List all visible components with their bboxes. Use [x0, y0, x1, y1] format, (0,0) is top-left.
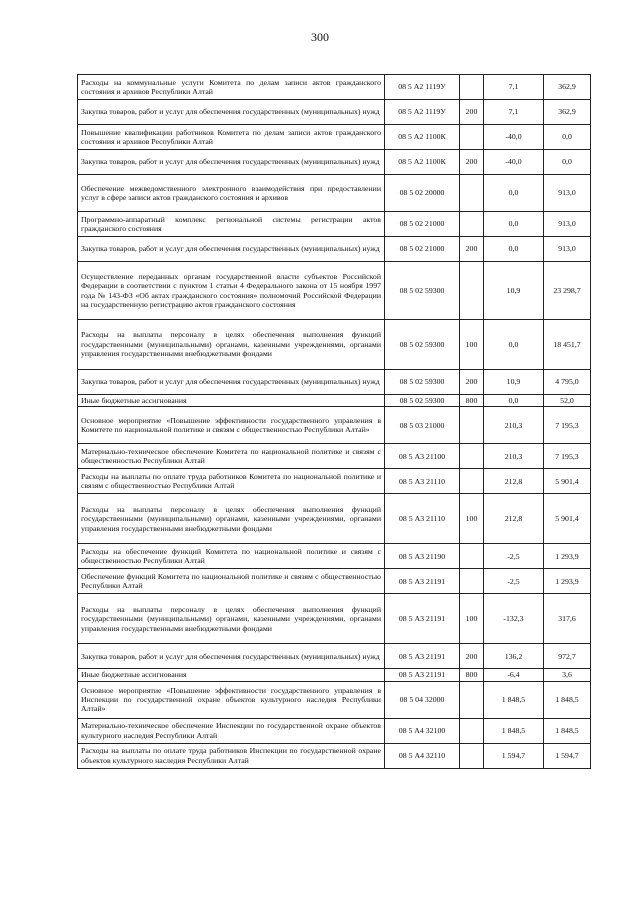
row-type-cell	[460, 407, 484, 444]
row-value2-cell: 5 901,4	[544, 494, 591, 544]
row-code-cell: 08 5 А2 1100К	[385, 125, 460, 150]
budget-table	[77, 74, 591, 769]
row-code-cell: 08 5 А3 21191	[385, 569, 460, 594]
row-code-cell: 08 5 02 59300	[385, 370, 460, 395]
row-code-cell: 08 5 А4 32110	[385, 743, 460, 768]
table-row	[78, 175, 591, 212]
row-name-cell: Расходы на выплаты по оплате труда работников Инспекции по государственной охране объектов культурного наследия Республики Алтай	[78, 743, 385, 768]
row-type-cell	[460, 469, 484, 494]
row-value1-cell: 0,0	[484, 320, 544, 370]
table-row	[78, 395, 591, 407]
table-row	[78, 125, 591, 150]
row-type-cell	[460, 569, 484, 594]
row-name-cell: Закупка товаров, работ и услуг для обеспечения государственных (муниципальных) нужд	[78, 237, 385, 262]
row-type-cell: 100	[460, 594, 484, 644]
row-value1-cell: 7,1	[484, 100, 544, 125]
row-name-cell: Расходы на обеспечение функций Комитета по национальной политике и связям с общественностью Республики Алтай	[78, 544, 385, 569]
row-value1-cell: 212,8	[484, 494, 544, 544]
row-name-cell: Закупка товаров, работ и услуг для обеспечения государственных (муниципальных) нужд	[78, 644, 385, 669]
row-value1-cell: -40,0	[484, 150, 544, 175]
row-value2-cell: 972,7	[544, 644, 591, 669]
row-type-cell	[460, 743, 484, 768]
row-name-cell: Основное мероприятие «Повышение эффективности государственного управления в Комитете по национальной политике и связям с общественностью Республики Алтай»	[78, 407, 385, 444]
row-value2-cell: 5 901,4	[544, 469, 591, 494]
row-name-cell: Расходы на выплаты по оплате труда работников Комитета по национальной политике и связям с общественностью Республики Алтай	[78, 469, 385, 494]
table-row	[78, 100, 591, 125]
table-row	[78, 262, 591, 320]
table-row	[78, 669, 591, 681]
row-code-cell: 08 5 02 20000	[385, 175, 460, 212]
row-value1-cell: 0,0	[484, 212, 544, 237]
row-value2-cell: 7 195,3	[544, 407, 591, 444]
row-value2-cell: 1 594,7	[544, 743, 591, 768]
row-type-cell: 200	[460, 237, 484, 262]
row-value2-cell: 3,6	[544, 669, 591, 681]
row-type-cell	[460, 125, 484, 150]
row-code-cell: 08 5 04 32000	[385, 681, 460, 718]
row-code-cell: 08 5 А4 32100	[385, 718, 460, 743]
table-row	[78, 469, 591, 494]
row-code-cell: 08 5 А3 21100	[385, 444, 460, 469]
row-value2-cell: 913,0	[544, 175, 591, 212]
table-row	[78, 444, 591, 469]
row-type-cell: 100	[460, 320, 484, 370]
row-name-cell: Расходы на выплаты персоналу в целях обеспечения выполнения функций государственными (муниципальными) органами, казенными учреждениями, органами управления государственными внебюджетными фондами	[78, 594, 385, 644]
row-code-cell: 08 5 02 59300	[385, 320, 460, 370]
row-value1-cell: -2,5	[484, 544, 544, 569]
table-row	[78, 212, 591, 237]
row-name-cell: Расходы на выплаты персоналу в целях обеспечения выполнения функций государственными (муниципальными) органами, казенными учреждениями, органами управления государственными внебюджетными фондами	[78, 494, 385, 544]
row-value1-cell: -132,3	[484, 594, 544, 644]
row-value2-cell: 317,6	[544, 594, 591, 644]
table-row	[78, 370, 591, 395]
table-row	[78, 150, 591, 175]
row-code-cell: 08 5 02 59300	[385, 262, 460, 320]
row-code-cell: 08 5 02 59300	[385, 395, 460, 407]
row-value2-cell: 362,9	[544, 75, 591, 100]
row-name-cell: Основное мероприятие «Повышение эффективности государственного управления в Инспекции по государственной охране объектов культурного наследия Республики Алтай»	[78, 681, 385, 718]
row-value2-cell: 1 293,9	[544, 569, 591, 594]
row-code-cell: 08 5 А3 21110	[385, 469, 460, 494]
row-value2-cell: 0,0	[544, 150, 591, 175]
row-name-cell: Обеспечение функций Комитета по национальной политике и связям с общественностью Республики Алтай	[78, 569, 385, 594]
row-code-cell: 08 5 А3 21190	[385, 544, 460, 569]
row-name-cell: Расходы на коммунальные услуги Комитета по делам записи актов гражданского состояния и архивов Республики Алтай	[78, 75, 385, 100]
row-value2-cell: 52,0	[544, 395, 591, 407]
row-value2-cell: 4 795,0	[544, 370, 591, 395]
row-value1-cell: 0,0	[484, 175, 544, 212]
row-type-cell: 200	[460, 100, 484, 125]
row-name-cell: Расходы на выплаты персоналу в целях обеспечения выполнения функций государственными (муниципальными) органами, казенными учреждениями, органами управления государственными внебюджетными фондами	[78, 320, 385, 370]
row-code-cell: 08 5 А2 1119У	[385, 100, 460, 125]
table-row	[78, 320, 591, 370]
row-name-cell: Программно-аппаратный комплекс региональной системы регистрации актов гражданского состояния	[78, 212, 385, 237]
row-type-cell	[460, 718, 484, 743]
row-type-cell	[460, 75, 484, 100]
row-code-cell: 08 5 А2 1100К	[385, 150, 460, 175]
row-type-cell	[460, 544, 484, 569]
row-name-cell: Закупка товаров, работ и услуг для обеспечения государственных (муниципальных) нужд	[78, 100, 385, 125]
table-row	[78, 75, 591, 100]
row-name-cell: Иные бюджетные ассигнования	[78, 395, 385, 407]
row-code-cell: 08 5 А2 1119У	[385, 75, 460, 100]
row-value1-cell: 0,0	[484, 237, 544, 262]
row-type-cell	[460, 212, 484, 237]
row-code-cell: 08 5 03 21000	[385, 407, 460, 444]
row-type-cell: 100	[460, 494, 484, 544]
row-value2-cell: 7 195,3	[544, 444, 591, 469]
table-row	[78, 681, 591, 718]
row-value1-cell: -40,0	[484, 125, 544, 150]
row-value2-cell: 0,0	[544, 125, 591, 150]
table-row	[78, 743, 591, 768]
table-row	[78, 494, 591, 544]
row-name-cell: Закупка товаров, работ и услуг для обеспечения государственных (муниципальных) нужд	[78, 150, 385, 175]
row-value1-cell: 10,9	[484, 370, 544, 395]
row-value1-cell: 136,2	[484, 644, 544, 669]
row-value2-cell: 913,0	[544, 237, 591, 262]
row-code-cell: 08 5 А3 21110	[385, 494, 460, 544]
row-type-cell: 200	[460, 370, 484, 395]
table-row	[78, 544, 591, 569]
row-value2-cell: 362,9	[544, 100, 591, 125]
row-value1-cell: 1 848,5	[484, 718, 544, 743]
table-row	[78, 407, 591, 444]
budget-table-body	[78, 75, 591, 769]
row-name-cell: Осуществление переданных органам государственной власти субъектов Российской Федерации в соответствии с пунктом 1 статьи 4 Федерального закона от 15 ноября 1997 года № 143-ФЗ «Об актах гражданского состояния» полномочий Российской Федерации на государственную регистрацию актов гражданского состояния	[78, 262, 385, 320]
row-value1-cell: 10,9	[484, 262, 544, 320]
row-code-cell: 08 5 А3 21191	[385, 644, 460, 669]
row-name-cell: Материально-техническое обеспечение Комитета по национальной политике и связям с общественностью Республики Алтай	[78, 444, 385, 469]
row-value2-cell: 23 298,7	[544, 262, 591, 320]
row-type-cell: 200	[460, 644, 484, 669]
row-value2-cell: 913,0	[544, 212, 591, 237]
row-type-cell: 800	[460, 669, 484, 681]
row-name-cell: Закупка товаров, работ и услуг для обеспечения государственных (муниципальных) нужд	[78, 370, 385, 395]
row-value2-cell: 18 451,7	[544, 320, 591, 370]
row-value1-cell: 1 848,5	[484, 681, 544, 718]
row-type-cell	[460, 262, 484, 320]
table-row	[78, 718, 591, 743]
table-row	[78, 569, 591, 594]
row-code-cell: 08 5 А3 21191	[385, 669, 460, 681]
row-value2-cell: 1 848,5	[544, 718, 591, 743]
row-value1-cell: 0,0	[484, 395, 544, 407]
table-row	[78, 644, 591, 669]
row-name-cell: Повышение квалификации работников Комитета по делам записи актов гражданского состояния и архивов Республики Алтай	[78, 125, 385, 150]
row-value1-cell: -2,5	[484, 569, 544, 594]
row-value1-cell: 212,8	[484, 469, 544, 494]
row-value2-cell: 1 848,5	[544, 681, 591, 718]
row-type-cell	[460, 175, 484, 212]
table-row	[78, 237, 591, 262]
row-code-cell: 08 5 А3 21191	[385, 594, 460, 644]
row-code-cell: 08 5 02 21000	[385, 212, 460, 237]
row-name-cell: Обеспечение межведомственного электронного взаимодействия при предоставлении услуг в сфере записи актов гражданского состояния и архивов	[78, 175, 385, 212]
row-type-cell: 200	[460, 150, 484, 175]
row-value1-cell: -6,4	[484, 669, 544, 681]
row-type-cell	[460, 444, 484, 469]
row-value1-cell: 1 594,7	[484, 743, 544, 768]
row-value1-cell: 7,1	[484, 75, 544, 100]
row-type-cell	[460, 681, 484, 718]
row-code-cell: 08 5 02 21000	[385, 237, 460, 262]
row-name-cell: Иные бюджетные ассигнования	[78, 669, 385, 681]
row-value1-cell: 210,3	[484, 444, 544, 469]
row-name-cell: Материально-техническое обеспечение Инспекции по государственной охране объектов культурного наследия Республики Алтай	[78, 718, 385, 743]
row-type-cell: 800	[460, 395, 484, 407]
row-value1-cell: 210,3	[484, 407, 544, 444]
row-value2-cell: 1 293,9	[544, 544, 591, 569]
page-number: 300	[311, 30, 329, 44]
table-row	[78, 594, 591, 644]
